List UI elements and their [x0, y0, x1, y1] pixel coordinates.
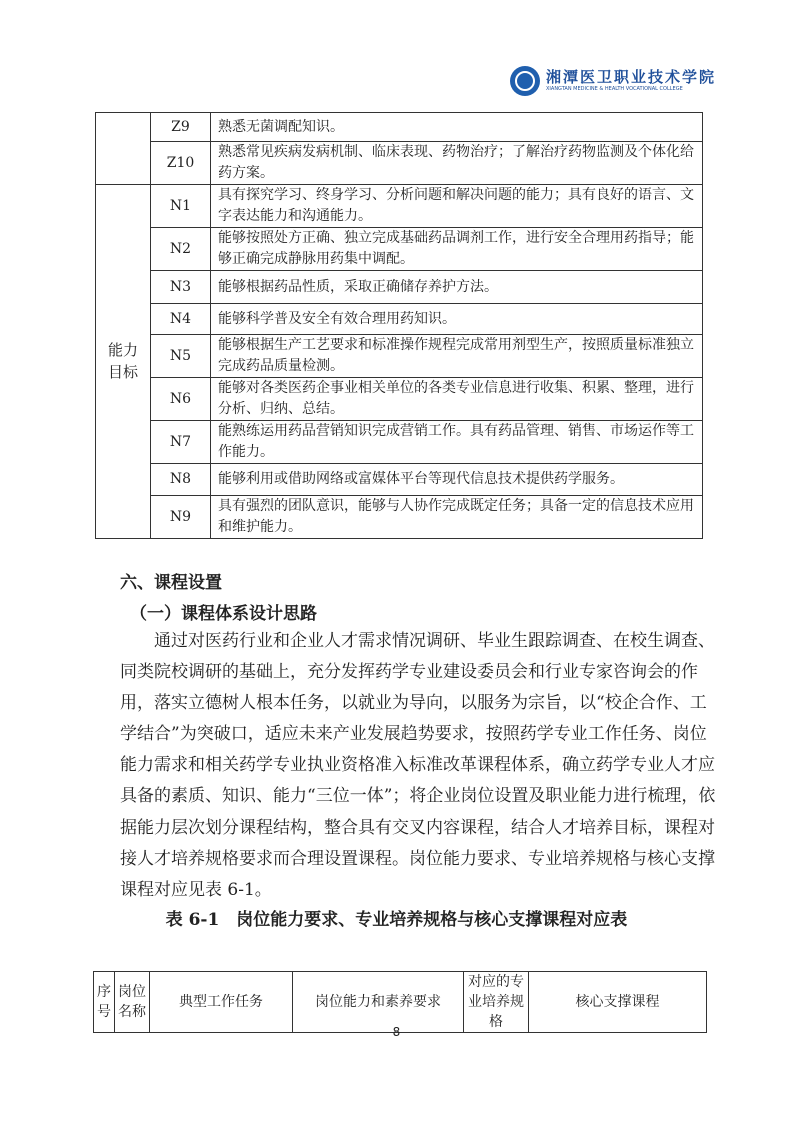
- table-row: [96, 113, 703, 142]
- table-header-row: [94, 972, 707, 1033]
- paragraph-line: 接人才培养规格要求而合理设置课程。岗位能力要求、专业培养规格与核心支撑: [120, 848, 715, 869]
- page-number: 8: [392, 1025, 401, 1039]
- table-row: [96, 185, 703, 228]
- table-row: [96, 496, 703, 539]
- code-cell: N6: [151, 378, 211, 421]
- text-cell: 能够科学普及安全有效合理用药知识。: [211, 304, 703, 335]
- paragraph-line: 通过对医药行业和企业人才需求情况调研、毕业生跟踪调查、在校生调查、: [154, 631, 715, 651]
- group-cell-empty: [96, 113, 151, 185]
- header-cell-index: 序号: [94, 972, 115, 1033]
- table-row: [96, 304, 703, 335]
- logo-en-text: XIANGTAN MEDICINE & HEALTH VOCATIONAL COLLEGE: [546, 86, 683, 92]
- table-caption: 表 6-1 岗位能力要求、专业培养规格与核心支撑课程对应表: [165, 910, 628, 930]
- paragraph-line: 具备的素质、知识、能力“三位一体”；将企业岗位设置及职业能力进行梳理，依: [120, 786, 716, 807]
- code-cell: N7: [151, 421, 211, 464]
- paragraph-line: 据能力层次划分课程结构，整合具有交叉内容课程，结合人才培养目标，课程对: [120, 817, 715, 838]
- table-row: [96, 464, 703, 496]
- text-cell: 熟悉常见疾病发病机制、临床表现、药物治疗；了解治疗药物监测及个体化给药方案。: [211, 142, 703, 185]
- body-paragraph: [120, 626, 716, 906]
- group-label: 能力目标: [108, 341, 139, 381]
- code-cell: N3: [151, 271, 211, 304]
- objectives-table: [95, 112, 703, 539]
- paragraph-line: 用，落实立德树人根本任务，以就业为导向，以服务为宗旨，以“校企合作、工: [120, 693, 707, 714]
- paragraph-line: 同类院校调研的基础上，充分发挥药学专业建设委员会和行业专家咨询会的作: [120, 662, 698, 683]
- header-cell-specs: 对应的专业培养规格: [464, 972, 529, 1033]
- section-heading: 六、课程设置: [120, 573, 222, 593]
- text-cell: 具有强烈的团队意识，能够与人协作完成既定任务；具备一定的信息技术应用和维护能力。: [211, 496, 703, 539]
- code-cell: N4: [151, 304, 211, 335]
- paragraph-line: 学结合”为突破口，适应未来产业发展趋势要求，按照药学专业工作任务、岗位: [120, 724, 707, 745]
- logo-cn-text: 湘潭医卫职业技术学院: [546, 68, 717, 86]
- table-row: [96, 271, 703, 304]
- text-cell: 熟悉无菌调配知识。: [211, 113, 703, 142]
- college-emblem-icon: [510, 66, 540, 96]
- table-row: [96, 228, 703, 271]
- table-row: [96, 421, 703, 464]
- table-row: [96, 335, 703, 378]
- paragraph-line: 能力需求和相关药学专业执业资格准入标准改革课程体系，确立药学专业人才应: [120, 755, 715, 776]
- table-row: [96, 378, 703, 421]
- code-cell: N1: [151, 185, 211, 228]
- code-cell: N5: [151, 335, 211, 378]
- text-cell: 能够根据药品性质，采取正确储存养护方法。: [211, 271, 703, 304]
- code-cell: N2: [151, 228, 211, 271]
- header-cell-courses: 核心支撑课程: [529, 972, 707, 1033]
- code-cell: Z9: [151, 113, 211, 142]
- code-cell: N8: [151, 464, 211, 496]
- header-cell-requirements: 岗位能力和素养要求: [293, 972, 464, 1033]
- text-cell: 能够按照处方正确、独立完成基础药品调剂工作，进行安全合理用药指导；能够正确完成静脉用药集中调配。: [211, 228, 703, 271]
- header-cell-tasks: 典型工作任务: [150, 972, 293, 1033]
- text-cell: 具有探究学习、终身学习、分析问题和解决问题的能力；具有良好的语言、文字表达能力和沟通能力。: [211, 185, 703, 228]
- course-mapping-table: [93, 971, 707, 1033]
- code-cell: Z10: [151, 142, 211, 185]
- section-subheading: （一）课程体系设计思路: [130, 604, 317, 624]
- text-cell: 能够利用或借助网络或富媒体平台等现代信息技术提供药学服务。: [211, 464, 703, 496]
- text-cell: 能够对各类医药企事业相关单位的各类专业信息进行收集、积累、整理，进行分析、归纳、总结。: [211, 378, 703, 421]
- paragraph-line: 课程对应见表 6-1。: [120, 879, 272, 900]
- text-cell: 能熟练运用药品营销知识完成营销工作。具有药品管理、销售、市场运作等工作能力。: [211, 421, 703, 464]
- college-logo: [510, 66, 716, 96]
- table-row: [96, 142, 703, 185]
- group-cell-ability: [96, 185, 151, 539]
- header-cell-position: 岗位名称: [115, 972, 150, 1033]
- text-cell: 能够根据生产工艺要求和标准操作规程完成常用剂型生产，按照质量标准独立完成药品质量检测。: [211, 335, 703, 378]
- code-cell: N9: [151, 496, 211, 539]
